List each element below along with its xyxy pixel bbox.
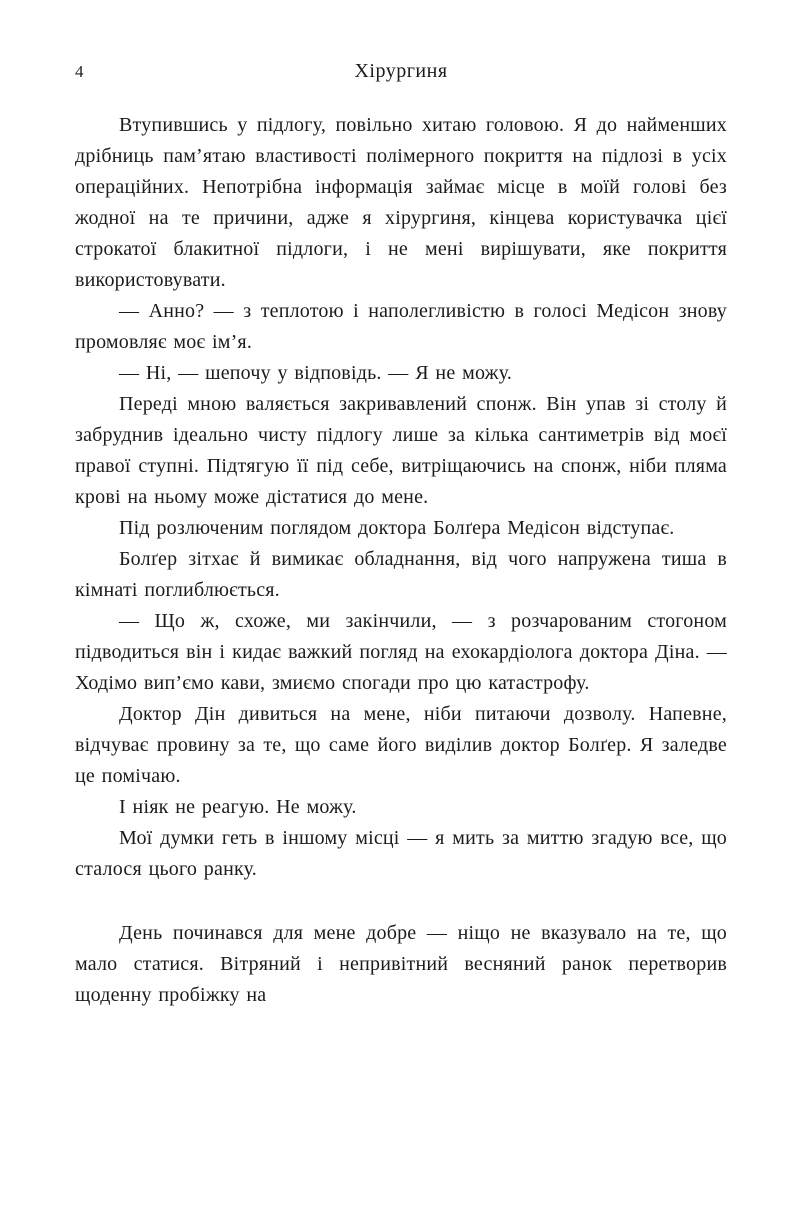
paragraph: — Ні, — шепочу у відповідь. — Я не можу. xyxy=(119,362,513,384)
page-number: 4 xyxy=(75,62,84,81)
paragraph: Доктор Дін дивиться на мене, ніби питаючи дозволу. Напевне, відчуває провину за те, що саме його виділив доктор Болґер. Я заледве це помічаю. xyxy=(75,703,727,787)
paragraph: Болґер зітхає й вимикає обладнання, від чого напружена тиша в кімнаті поглиблюється. xyxy=(75,548,727,601)
page-text xyxy=(75,110,727,1011)
paragraph: — Що ж, схоже, ми закінчили, — з розчарованим стогоном підводиться він і кидає важкий погляд на ехокардіолога доктора Діна. — Ходімо вип’ємо кави, змиємо спогади про цю катастрофу. xyxy=(75,610,727,694)
paragraph: — Анно? — з теплотою і наполегливістю в голосі Медісон знову промовляє моє ім’я. xyxy=(75,300,727,353)
paragraph: День починався для мене добре — ніщо не вказувало на те, що мало статися. Вітряний і непривітний весняний ранок перетворив щоденну пробіжку на xyxy=(75,922,727,1006)
paragraph: Переді мною валяється закривавлений спонж. Він упав зі столу й забруднив ідеально чисту підлогу лише за кілька сантиметрів від моєї правої ступні. Підтягую її під себе, витріщаючись на спонж, ніби пляма крові на ньому може дістатися до мене. xyxy=(75,393,727,508)
book-title: Хірургиня xyxy=(354,60,448,82)
paragraph: Під розлюченим поглядом доктора Болґера Медісон відступає. xyxy=(119,517,675,539)
paragraph: Мої думки геть в іншому місці — я мить за миттю згадую все, що сталося цього ранку. xyxy=(75,827,727,880)
page-header xyxy=(75,60,727,88)
paragraph: Втупившись у підлогу, повільно хитаю головою. Я до найменших дрібниць пам’ятаю властивості полімерного покриття на підлозі в усіх операційних. Непотрібна інформація займає місце в моїй голові без жодної на те причини, адже я хірургиня, кінцева користувачка цієї строкатої блакитної підлоги, і не мені вирішувати, яке покриття використовувати. xyxy=(75,114,727,291)
paragraph: І ніяк не реагую. Не можу. xyxy=(119,796,357,818)
